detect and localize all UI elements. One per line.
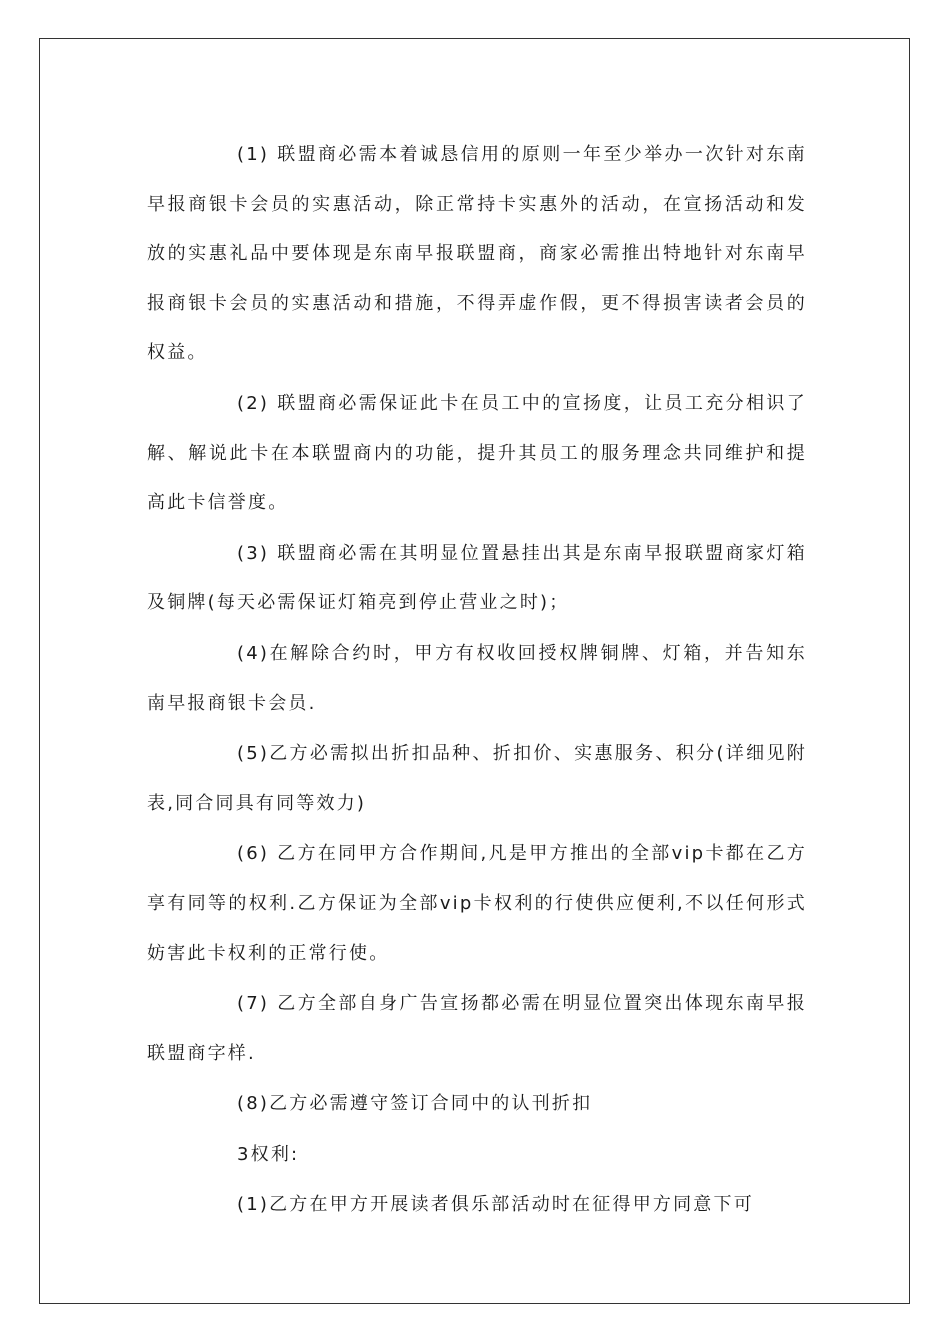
paragraph-rights-1: (1)乙方在甲方开展读者俱乐部活动时在征得甲方同意下可 bbox=[237, 1194, 754, 1216]
document-body bbox=[147, 130, 807, 1230]
paragraph-2: (2) 联盟商必需保证此卡在员工中的宣扬度，让员工充分相识了解、解说此卡在本联盟商内的功能，提升其员工的服务理念共同维护和提高此卡信誉度。 bbox=[147, 392, 807, 514]
paragraph-8: (8)乙方必需遵守签订合同中的认刊折扣 bbox=[237, 1093, 593, 1115]
paragraph-5: (5)乙方必需拟出折扣品种、折扣价、实惠服务、积分(详细见附表,同合同具有同等效力) bbox=[147, 743, 807, 814]
paragraph-4: (4)在解除合约时，甲方有权收回授权牌铜牌、灯箱，并告知东南早报商银卡会员. bbox=[147, 642, 807, 714]
section-heading-rights: 3权利: bbox=[237, 1143, 300, 1165]
paragraph-1: (1) 联盟商必需本着诚恳信用的原则一年至少举办一次针对东南早报商银卡会员的实惠活动，除正常持卡实惠外的活动，在宣扬活动和发放的实惠礼品中要体现是东南早报联盟商，商家必需推出特地针对东南早报商银卡会员的实惠活动和措施，不得弄虚作假，更不得损害读者会员的权益。 bbox=[147, 144, 807, 364]
paragraph-6: (6) 乙方在同甲方合作期间,凡是甲方推出的全部vip卡都在乙方享有同等的权利.乙方保证为全部vip卡权利的行使供应便利,不以任何形式妨害此卡权利的正常行使。 bbox=[147, 843, 807, 964]
paragraph-3: (3) 联盟商必需在其明显位置悬挂出其是东南早报联盟商家灯箱及铜牌(每天必需保证灯箱亮到停止营业之时)； bbox=[147, 542, 807, 614]
paragraph-7: (7) 乙方全部自身广告宣扬都必需在明显位置突出体现东南早报联盟商字样. bbox=[147, 993, 807, 1064]
